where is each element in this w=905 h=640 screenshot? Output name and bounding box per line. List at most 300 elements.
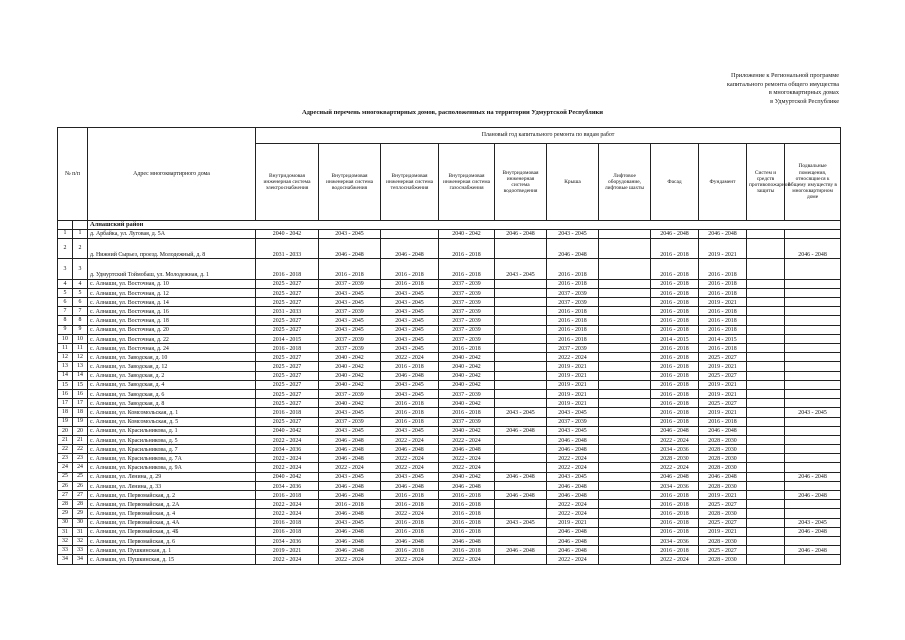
row-number: 6 (58, 298, 73, 307)
year-range-cell (599, 288, 651, 297)
year-range-cell (495, 509, 547, 518)
row-number: 32 (58, 536, 73, 545)
year-range-cell: 2025 - 2027 (699, 546, 747, 555)
year-range-cell: 2019 - 2021 (699, 362, 747, 371)
year-range-cell: 2025 - 2027 (256, 380, 319, 389)
address-cell: с. Алнаши, ул. Восточная, д. 10 (88, 279, 256, 288)
row-number-secondary: 5 (73, 288, 88, 297)
year-range-cell: 2043 - 2045 (495, 518, 547, 527)
year-range-cell: 2016 - 2018 (651, 298, 699, 307)
year-range-cell: 2022 - 2024 (256, 500, 319, 509)
year-range-cell: 2016 - 2018 (319, 500, 381, 509)
address-cell: с. Алнаши, ул. Заводская, д. 4 (88, 380, 256, 389)
year-range-cell: 2043 - 2045 (547, 408, 599, 417)
year-range-cell: 2016 - 2018 (651, 518, 699, 527)
year-range-cell: 2046 - 2048 (785, 472, 841, 481)
year-range-cell (599, 546, 651, 555)
year-range-cell: 2016 - 2018 (651, 380, 699, 389)
year-range-cell (599, 527, 651, 536)
year-range-cell: 2016 - 2018 (381, 500, 439, 509)
year-range-cell: 2016 - 2018 (651, 500, 699, 509)
year-range-cell: 2022 - 2024 (651, 463, 699, 472)
year-range-cell (599, 481, 651, 490)
year-range-cell (747, 279, 785, 288)
year-range-cell: 2046 - 2048 (495, 491, 547, 500)
year-range-cell: 2022 - 2024 (256, 454, 319, 463)
year-range-cell: 2016 - 2018 (439, 546, 495, 555)
address-table (57, 127, 841, 565)
appendix-line: капитального ремонта общего имущества (726, 80, 839, 88)
year-range-cell (785, 259, 841, 280)
year-range-cell: 2046 - 2048 (547, 445, 599, 454)
year-range-cell: 2040 - 2042 (439, 353, 495, 362)
year-range-cell (785, 500, 841, 509)
year-range-cell: 2016 - 2018 (381, 279, 439, 288)
year-range-cell: 2031 - 2033 (256, 238, 319, 259)
appendix-note (589, 72, 839, 106)
year-range-cell: 2016 - 2018 (651, 259, 699, 280)
row-number-secondary: 17 (73, 399, 88, 408)
address-cell: с. Алнаши, ул. Заводская, д. 12 (88, 362, 256, 371)
year-range-cell (599, 325, 651, 334)
year-range-cell: 2037 - 2039 (547, 344, 599, 353)
table-row (58, 380, 841, 389)
year-range-cell: 2022 - 2024 (381, 555, 439, 564)
year-range-cell (785, 454, 841, 463)
col-header-foundation: Фундамент (699, 144, 747, 221)
year-range-cell (747, 417, 785, 426)
year-range-cell (495, 417, 547, 426)
year-range-cell: 2046 - 2048 (381, 536, 439, 545)
col-header-sewerage: Внутридомовая инженерная система водоотведения (495, 144, 547, 221)
address-cell: с. Алнаши, ул. Красильникова, д. 7 (88, 445, 256, 454)
row-number-secondary: 22 (73, 445, 88, 454)
year-range-cell: 2016 - 2018 (256, 344, 319, 353)
row-number: 17 (58, 399, 73, 408)
year-range-cell: 2025 - 2027 (256, 389, 319, 398)
year-range-cell: 2016 - 2018 (699, 344, 747, 353)
year-range-cell: 2016 - 2018 (651, 546, 699, 555)
table-row (58, 527, 841, 536)
year-range-cell: 2016 - 2018 (651, 344, 699, 353)
year-range-cell: 2046 - 2048 (785, 527, 841, 536)
year-range-cell: 2043 - 2045 (319, 408, 381, 417)
row-number-secondary: 15 (73, 380, 88, 389)
row-number: 5 (58, 288, 73, 297)
year-range-cell (599, 417, 651, 426)
year-range-cell: 2016 - 2018 (256, 259, 319, 280)
year-range-cell: 2037 - 2039 (439, 334, 495, 343)
year-range-cell: 2016 - 2018 (256, 518, 319, 527)
table-row (58, 353, 841, 362)
year-range-cell: 2022 - 2024 (547, 454, 599, 463)
address-cell: с. Алнаши, ул. Первомайская, д. 2 (88, 491, 256, 500)
row-number: 1 (58, 229, 73, 238)
year-range-cell: 2019 - 2021 (699, 491, 747, 500)
row-number: 15 (58, 380, 73, 389)
year-range-cell (747, 371, 785, 380)
year-range-cell (785, 509, 841, 518)
year-range-cell: 2037 - 2039 (439, 325, 495, 334)
year-range-cell: 2025 - 2027 (699, 371, 747, 380)
year-range-cell: 2022 - 2024 (651, 435, 699, 444)
row-number-secondary: 28 (73, 500, 88, 509)
year-range-cell: 2037 - 2039 (319, 344, 381, 353)
year-range-cell: 2046 - 2048 (381, 445, 439, 454)
year-range-cell (381, 229, 439, 238)
row-number-secondary: 16 (73, 389, 88, 398)
table-row (58, 307, 841, 316)
year-range-cell (495, 344, 547, 353)
address-cell: д. Удмуртский Тоймобаш, ул. Молодежная, д. 1 (88, 259, 256, 280)
year-range-cell: 2028 - 2030 (651, 454, 699, 463)
appendix-line: в Удмуртской Республике (770, 97, 839, 105)
year-range-cell: 2016 - 2018 (699, 316, 747, 325)
year-range-cell: 2046 - 2048 (381, 371, 439, 380)
year-range-cell: 2046 - 2048 (439, 536, 495, 545)
address-cell: с. Алнаши, ул. Красильникова, д. 1 (88, 426, 256, 435)
year-range-cell: 2037 - 2039 (439, 389, 495, 398)
year-range-cell (495, 454, 547, 463)
table-row (58, 229, 841, 238)
year-range-cell: 2019 - 2021 (699, 408, 747, 417)
table-row (58, 472, 841, 481)
year-range-cell (599, 229, 651, 238)
year-range-cell: 2040 - 2042 (319, 362, 381, 371)
row-number: 33 (58, 546, 73, 555)
row-number-secondary: 4 (73, 279, 88, 288)
year-range-cell (495, 481, 547, 490)
address-cell: с. Алнаши, ул. Первомайская, д. 6 (88, 536, 256, 545)
year-range-cell (495, 380, 547, 389)
year-range-cell: 2016 - 2018 (651, 238, 699, 259)
year-range-cell (747, 555, 785, 564)
table-row (58, 316, 841, 325)
year-range-cell: 2043 - 2045 (319, 316, 381, 325)
address-cell: с. Алнаши, ул. Первомайская, д. 4Б (88, 527, 256, 536)
year-range-cell (599, 279, 651, 288)
year-range-cell: 2034 - 2036 (651, 481, 699, 490)
year-range-cell: 2031 - 2033 (256, 307, 319, 316)
table-row (58, 279, 841, 288)
col-header-electricity: Внутридомовая инженерная система электроснабжения (256, 144, 319, 221)
year-range-cell: 2046 - 2048 (785, 491, 841, 500)
row-number-secondary: 11 (73, 344, 88, 353)
year-range-cell: 2016 - 2018 (651, 389, 699, 398)
year-range-cell (599, 334, 651, 343)
address-cell: с. Алнаши, ул. Восточная, д. 22 (88, 334, 256, 343)
year-range-cell (747, 399, 785, 408)
year-range-cell: 2022 - 2024 (381, 353, 439, 362)
year-range-cell: 2043 - 2045 (785, 518, 841, 527)
year-range-cell: 2016 - 2018 (547, 334, 599, 343)
year-range-cell: 2028 - 2030 (699, 435, 747, 444)
year-range-cell (495, 353, 547, 362)
address-cell: с. Алнаши, ул. Восточная, д. 24 (88, 344, 256, 353)
year-range-cell: 2022 - 2024 (381, 509, 439, 518)
year-range-cell: 2043 - 2045 (381, 288, 439, 297)
year-range-cell: 2028 - 2030 (699, 536, 747, 545)
year-range-cell: 2046 - 2048 (495, 426, 547, 435)
year-range-cell (747, 353, 785, 362)
row-number: 8 (58, 316, 73, 325)
year-range-cell: 2043 - 2045 (381, 344, 439, 353)
year-range-cell: 2043 - 2045 (381, 389, 439, 398)
col-header-facade: Фасад (651, 144, 699, 221)
address-cell: с. Алнаши, ул. Красильникова, д. 7А (88, 454, 256, 463)
year-range-cell: 2016 - 2018 (547, 279, 599, 288)
table-row (58, 536, 841, 545)
col-header-water-supply: Внутридомовая инженерная система водоснабжения (319, 144, 381, 221)
year-range-cell (747, 408, 785, 417)
row-number: 12 (58, 353, 73, 362)
row-number: 25 (58, 472, 73, 481)
year-range-cell: 2046 - 2048 (495, 229, 547, 238)
year-range-cell: 2019 - 2021 (547, 380, 599, 389)
year-range-cell (599, 399, 651, 408)
year-range-cell: 2016 - 2018 (439, 408, 495, 417)
col-header-address: Адрес многоквартирного дома (88, 128, 256, 221)
year-range-cell (747, 454, 785, 463)
year-range-cell: 2022 - 2024 (381, 463, 439, 472)
year-range-cell (495, 399, 547, 408)
col-header-gas: Внутридомовая инженерная система газоснабжения (439, 144, 495, 221)
year-range-cell (495, 500, 547, 509)
year-range-cell (785, 417, 841, 426)
year-range-cell: 2022 - 2024 (439, 555, 495, 564)
year-range-cell (747, 344, 785, 353)
year-range-cell (599, 362, 651, 371)
appendix-line: Приложение к Региональной программе (731, 72, 839, 79)
year-range-cell: 2025 - 2027 (256, 316, 319, 325)
year-range-cell: 2022 - 2024 (547, 500, 599, 509)
table-row (58, 344, 841, 353)
table-row (58, 435, 841, 444)
year-range-cell: 2019 - 2021 (547, 518, 599, 527)
year-range-cell: 2022 - 2024 (547, 555, 599, 564)
year-range-cell: 2016 - 2018 (439, 518, 495, 527)
year-range-cell: 2043 - 2045 (547, 472, 599, 481)
year-range-cell: 2016 - 2018 (256, 491, 319, 500)
year-range-cell: 2046 - 2048 (547, 491, 599, 500)
row-number-secondary: 21 (73, 435, 88, 444)
year-range-cell: 2022 - 2024 (547, 509, 599, 518)
year-range-cell (495, 555, 547, 564)
row-number-secondary: 27 (73, 491, 88, 500)
row-number: 2 (58, 238, 73, 259)
year-range-cell: 2016 - 2018 (699, 307, 747, 316)
table-row (58, 238, 841, 259)
year-range-cell (785, 426, 841, 435)
year-range-cell: 2025 - 2027 (256, 417, 319, 426)
address-cell: с. Алнаши, ул. Первомайская, д. 4А (88, 518, 256, 527)
year-range-cell: 2022 - 2024 (256, 435, 319, 444)
year-range-cell: 2046 - 2048 (547, 435, 599, 444)
year-range-cell: 2019 - 2021 (547, 371, 599, 380)
year-range-cell: 2028 - 2030 (699, 509, 747, 518)
year-range-cell (599, 380, 651, 389)
year-range-cell: 2043 - 2045 (381, 334, 439, 343)
year-range-cell: 2043 - 2045 (381, 316, 439, 325)
year-range-cell (747, 509, 785, 518)
year-range-cell: 2040 - 2042 (319, 353, 381, 362)
year-range-cell: 2043 - 2045 (319, 426, 381, 435)
year-range-cell: 2016 - 2018 (699, 417, 747, 426)
row-number: 14 (58, 371, 73, 380)
year-range-cell: 2025 - 2027 (256, 298, 319, 307)
year-range-cell: 2043 - 2045 (381, 298, 439, 307)
year-range-cell (785, 353, 841, 362)
year-range-cell: 2046 - 2048 (381, 238, 439, 259)
col-header-num: № п/п (58, 128, 88, 221)
year-range-cell: 2016 - 2018 (439, 500, 495, 509)
table-row (58, 481, 841, 490)
year-range-cell: 2016 - 2018 (381, 491, 439, 500)
year-range-cell: 2043 - 2045 (381, 380, 439, 389)
row-number: 28 (58, 500, 73, 509)
address-cell: с. Алнаши, ул. Восточная, д. 12 (88, 288, 256, 297)
address-cell: д. Нижний Сырьез, проезд. Молодежный, д. 8 (88, 238, 256, 259)
year-range-cell: 2034 - 2036 (651, 445, 699, 454)
year-range-cell: 2016 - 2018 (547, 307, 599, 316)
year-range-cell: 2037 - 2039 (319, 334, 381, 343)
year-range-cell: 2016 - 2018 (699, 259, 747, 280)
year-range-cell (747, 491, 785, 500)
year-range-cell (599, 389, 651, 398)
year-range-cell: 2046 - 2048 (651, 426, 699, 435)
year-range-cell (747, 472, 785, 481)
table-row (58, 518, 841, 527)
year-range-cell: 2016 - 2018 (699, 325, 747, 334)
address-cell: с. Алнаши, ул. Первомайская, д. 2А (88, 500, 256, 509)
year-range-cell: 2022 - 2024 (439, 454, 495, 463)
year-range-cell (599, 371, 651, 380)
year-range-cell (785, 380, 841, 389)
row-number-secondary: 26 (73, 481, 88, 490)
row-number-secondary: 18 (73, 408, 88, 417)
year-range-cell (495, 238, 547, 259)
year-range-cell: 2037 - 2039 (439, 417, 495, 426)
year-range-cell: 2037 - 2039 (439, 316, 495, 325)
year-range-cell: 2028 - 2030 (699, 463, 747, 472)
row-number: 19 (58, 417, 73, 426)
year-range-cell: 2040 - 2042 (439, 229, 495, 238)
year-range-cell (747, 362, 785, 371)
row-number: 11 (58, 344, 73, 353)
year-range-cell: 2046 - 2048 (319, 509, 381, 518)
year-range-cell: 2037 - 2039 (319, 279, 381, 288)
year-range-cell: 2040 - 2042 (319, 399, 381, 408)
year-range-cell: 2025 - 2027 (256, 353, 319, 362)
year-range-cell: 2046 - 2048 (319, 481, 381, 490)
row-number: 16 (58, 389, 73, 398)
year-range-cell: 2019 - 2021 (547, 389, 599, 398)
year-range-cell: 2022 - 2024 (439, 435, 495, 444)
year-range-cell (599, 307, 651, 316)
year-range-cell: 2040 - 2042 (439, 371, 495, 380)
year-range-cell: 2034 - 2036 (256, 481, 319, 490)
row-number: 29 (58, 509, 73, 518)
year-range-cell: 2046 - 2048 (319, 536, 381, 545)
year-range-cell: 2025 - 2027 (256, 371, 319, 380)
year-range-cell: 2019 - 2021 (547, 399, 599, 408)
year-range-cell (785, 445, 841, 454)
year-range-cell (747, 389, 785, 398)
year-range-cell (785, 399, 841, 408)
row-number: 9 (58, 325, 73, 334)
year-range-cell: 2046 - 2048 (319, 546, 381, 555)
row-number-secondary: 23 (73, 454, 88, 463)
year-range-cell: 2046 - 2048 (381, 481, 439, 490)
year-range-cell: 2019 - 2021 (699, 238, 747, 259)
year-range-cell (747, 435, 785, 444)
year-range-cell: 2016 - 2018 (651, 353, 699, 362)
year-range-cell: 2043 - 2045 (785, 408, 841, 417)
col-header-basement: Подвальные помещения, относящиеся к общему имуществу в многоквартирном доме (785, 144, 841, 221)
year-range-cell: 2037 - 2039 (319, 307, 381, 316)
row-number: 23 (58, 454, 73, 463)
year-range-cell: 2019 - 2021 (699, 527, 747, 536)
year-range-cell: 2046 - 2048 (547, 527, 599, 536)
row-number-secondary: 14 (73, 371, 88, 380)
year-range-cell (495, 371, 547, 380)
year-range-cell: 2037 - 2039 (547, 298, 599, 307)
col-header-elevators: Лифтовое оборудование, лифтовые шахты (599, 144, 651, 221)
year-range-cell (785, 481, 841, 490)
year-range-cell (785, 536, 841, 545)
row-number-secondary: 19 (73, 417, 88, 426)
year-range-cell (495, 279, 547, 288)
year-range-cell: 2037 - 2039 (547, 288, 599, 297)
year-range-cell: 2016 - 2018 (381, 417, 439, 426)
row-number: 26 (58, 481, 73, 490)
appendix-line: в многоквартирных домах (768, 89, 839, 97)
year-range-cell: 2016 - 2018 (381, 518, 439, 527)
year-range-cell: 2040 - 2042 (319, 371, 381, 380)
year-range-cell: 2022 - 2024 (547, 353, 599, 362)
year-range-cell: 2046 - 2048 (319, 454, 381, 463)
row-number-secondary: 13 (73, 362, 88, 371)
year-range-cell (495, 463, 547, 472)
row-number-secondary: 12 (73, 353, 88, 362)
year-range-cell: 2025 - 2027 (256, 288, 319, 297)
year-range-cell: 2037 - 2039 (439, 279, 495, 288)
year-range-cell (747, 229, 785, 238)
year-range-cell: 2046 - 2048 (785, 546, 841, 555)
table-row (58, 259, 841, 280)
year-range-cell (599, 509, 651, 518)
year-range-cell: 2046 - 2048 (495, 546, 547, 555)
year-range-cell (747, 238, 785, 259)
year-range-cell (599, 518, 651, 527)
table-row (58, 445, 841, 454)
address-cell: с. Алнаши, ул. Ленина, д. 33 (88, 481, 256, 490)
row-number: 20 (58, 426, 73, 435)
table-row (58, 500, 841, 509)
year-range-cell: 2043 - 2045 (319, 518, 381, 527)
row-number-secondary: 25 (73, 472, 88, 481)
year-range-cell: 2046 - 2048 (651, 229, 699, 238)
address-cell: с. Алнаши, ул. Заводская, д. 6 (88, 389, 256, 398)
year-range-cell: 2028 - 2030 (699, 481, 747, 490)
year-range-cell: 2046 - 2048 (495, 472, 547, 481)
row-number-secondary: 24 (73, 463, 88, 472)
year-range-cell (785, 316, 841, 325)
year-range-cell: 2019 - 2021 (256, 546, 319, 555)
year-range-cell: 2016 - 2018 (439, 491, 495, 500)
year-range-cell: 2046 - 2048 (319, 238, 381, 259)
table-row (58, 491, 841, 500)
